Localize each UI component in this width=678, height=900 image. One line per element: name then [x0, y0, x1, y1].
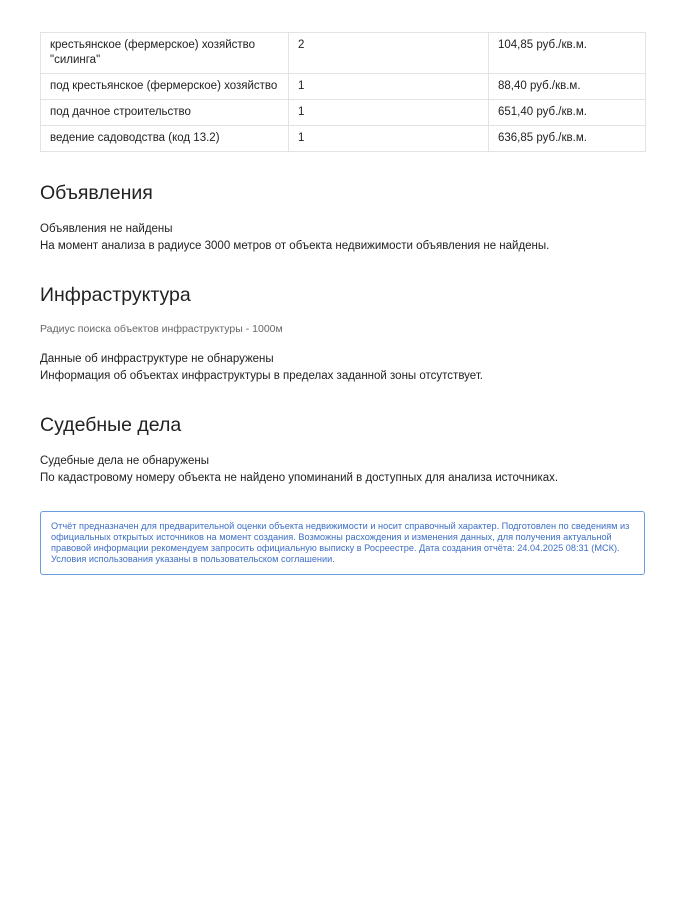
- listings-title: Объявления: [40, 182, 153, 204]
- disclaimer-notice: [40, 511, 645, 575]
- infrastructure-status: Данные об инфраструктуре не обнаружены: [40, 353, 274, 365]
- table-cell-price: 104,85 руб./кв.м.: [489, 33, 646, 74]
- table-cell-count: 1: [289, 126, 489, 152]
- table-cell-type: крестьянское (фермерское) хозяйство "силинга": [41, 33, 289, 74]
- table-row: [41, 33, 646, 74]
- report-page: [40, 32, 645, 487]
- table-row: [41, 74, 646, 100]
- court-status: Судебные дела не обнаружены: [40, 455, 209, 467]
- listings-status: Объявления не найдены: [40, 223, 173, 235]
- infrastructure-radius-note: Радиус поиска объектов инфраструктуры - 1000м: [40, 323, 283, 335]
- table-cell-type: ведение садоводства (код 13.2): [41, 126, 289, 152]
- court-section: [40, 414, 645, 487]
- table-cell-price: 88,40 руб./кв.м.: [489, 74, 646, 100]
- table-cell-price: 636,85 руб./кв.м.: [489, 126, 646, 152]
- court-text: По кадастровому номеру объекта не найдено упоминаний в доступных для анализа источниках.: [40, 472, 559, 484]
- table-cell-count: 1: [289, 74, 489, 100]
- table-cell-type: под дачное строительство: [41, 100, 289, 126]
- price-table: [40, 32, 646, 152]
- table-cell-count: 2: [289, 33, 489, 74]
- disclaimer-text: Отчёт предназначен для предварительной оценки объекта недвижимости и носит справочный характер. Подготовлен по сведениям из официальных открытых источников на момент создания. Возможны расхождения и изменения данных, для получения актуальной правовой информации рекомендуем запросить официальную выписку в Росреестре. Дата создания отчёта: 24.04.2025 08:31 (МСК). Условия использования указаны в пользовательском соглашении.: [51, 521, 630, 564]
- infrastructure-text: Информация об объектах инфраструктуры в пределах заданной зоны отсутствует.: [40, 370, 484, 382]
- court-title: Судебные дела: [40, 414, 182, 436]
- infrastructure-title: Инфраструктура: [40, 284, 191, 306]
- table-cell-price: 651,40 руб./кв.м.: [489, 100, 646, 126]
- listings-text: На момент анализа в радиусе 3000 метров от объекта недвижимости объявления не найдены.: [40, 240, 550, 252]
- table-cell-count: 1: [289, 100, 489, 126]
- infrastructure-section: [40, 284, 645, 385]
- table-row: [41, 126, 646, 152]
- listings-section: [40, 182, 645, 255]
- table-cell-type: под крестьянское (фермерское) хозяйство: [41, 74, 289, 100]
- table-row: [41, 100, 646, 126]
